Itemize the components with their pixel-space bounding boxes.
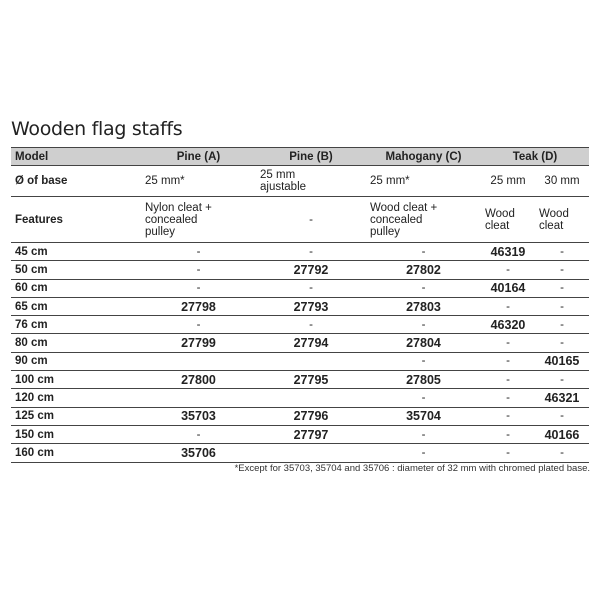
cell-pine-a: 27799: [141, 334, 256, 352]
features-mahogany-line: pulley: [370, 225, 401, 238]
size-label: 50 cm: [11, 261, 141, 279]
cell-teak-25: -: [481, 297, 535, 315]
cell-pine-a: 35706: [141, 444, 256, 462]
cell-teak-30: -: [535, 316, 589, 334]
header-pine-b: Pine (B): [256, 148, 366, 166]
cell-pine-a: 27798: [141, 297, 256, 315]
table-row: [11, 279, 589, 297]
size-label: 125 cm: [11, 407, 141, 425]
cell-teak-25: -: [481, 389, 535, 407]
cell-mahogany: 35704: [366, 407, 481, 425]
cell-teak-30: -: [535, 371, 589, 389]
cell-teak-30: -: [535, 444, 589, 462]
size-label: 90 cm: [11, 352, 141, 370]
header-teak: Teak (D): [481, 148, 589, 166]
features-teak-30-line: Wood: [539, 207, 569, 220]
size-label: 45 cm: [11, 243, 141, 261]
cell-teak-25: -: [481, 407, 535, 425]
cell-pine-a: -: [141, 243, 256, 261]
features-teak-30-line: cleat: [539, 219, 564, 232]
features-mahogany-line: Wood cleat +: [370, 201, 438, 214]
cell-teak-30: -: [535, 279, 589, 297]
features-teak-30: [535, 197, 589, 243]
header-row: [11, 148, 589, 166]
features-row: [11, 197, 589, 243]
cell-mahogany: -: [366, 389, 481, 407]
base-label: Ø of base: [11, 166, 141, 197]
features-pine-a-line: pulley: [145, 225, 176, 238]
base-pine-b-line1: 25 mm: [260, 169, 296, 181]
cell-mahogany: -: [366, 425, 481, 443]
table-row: [11, 389, 589, 407]
cell-mahogany: 27803: [366, 297, 481, 315]
size-label: 76 cm: [11, 316, 141, 334]
cell-pine-b: [256, 389, 366, 407]
cell-pine-b: -: [256, 316, 366, 334]
cell-teak-30: -: [535, 243, 589, 261]
size-label: 80 cm: [11, 334, 141, 352]
cell-teak-30: 46321: [535, 389, 589, 407]
cell-teak-25: -: [481, 334, 535, 352]
features-pine-a-line: concealed: [145, 213, 198, 226]
size-label: 120 cm: [11, 389, 141, 407]
cell-pine-a: -: [141, 316, 256, 334]
base-pine-a: 25 mm*: [141, 166, 256, 197]
cell-pine-b: 27797: [256, 425, 366, 443]
cell-mahogany: -: [366, 444, 481, 462]
cell-teak-30: 40166: [535, 425, 589, 443]
cell-teak-25: -: [481, 444, 535, 462]
cell-mahogany: 27805: [366, 371, 481, 389]
features-mahogany-line: concealed: [370, 213, 423, 226]
table-row: [11, 425, 589, 443]
features-pine-a: [141, 197, 256, 243]
size-label: 160 cm: [11, 444, 141, 462]
features-label: Features: [11, 197, 141, 243]
cell-teak-25: 46319: [481, 243, 535, 261]
cell-pine-b: 27795: [256, 371, 366, 389]
size-label: 60 cm: [11, 279, 141, 297]
features-teak-25: [481, 197, 535, 243]
table-row: [11, 407, 589, 425]
cell-pine-b: [256, 352, 366, 370]
page-title: Wooden flag staffs: [11, 118, 183, 140]
cell-teak-30: 40165: [535, 352, 589, 370]
cell-pine-b: 27793: [256, 297, 366, 315]
cell-pine-b: -: [256, 243, 366, 261]
cell-pine-b: 27796: [256, 407, 366, 425]
cell-teak-30: -: [535, 407, 589, 425]
base-teak-25: 25 mm: [481, 166, 535, 197]
cell-pine-b: 27792: [256, 261, 366, 279]
cell-pine-b: -: [256, 279, 366, 297]
header-model: Model: [11, 148, 141, 166]
size-label: 100 cm: [11, 371, 141, 389]
cell-teak-25: -: [481, 261, 535, 279]
features-mahogany: [366, 197, 481, 243]
cell-mahogany: 27804: [366, 334, 481, 352]
features-teak-25-line: Wood: [485, 207, 515, 220]
cell-mahogany: -: [366, 279, 481, 297]
table-row: [11, 444, 589, 462]
header-pine-a: Pine (A): [141, 148, 256, 166]
table-row: [11, 261, 589, 279]
table-row: [11, 243, 589, 261]
size-label: 65 cm: [11, 297, 141, 315]
table-row: [11, 316, 589, 334]
table-row: [11, 352, 589, 370]
base-teak-30: 30 mm: [535, 166, 589, 197]
cell-pine-a: [141, 389, 256, 407]
cell-teak-25: 40164: [481, 279, 535, 297]
table-row: [11, 371, 589, 389]
base-row: [11, 166, 589, 197]
cell-pine-a: -: [141, 425, 256, 443]
footnote: *Except for 35703, 35704 and 35706 : diameter of 32 mm with chromed plated base.: [234, 463, 590, 474]
size-label: 150 cm: [11, 425, 141, 443]
cell-pine-a: 35703: [141, 407, 256, 425]
base-pine-b: [256, 166, 366, 197]
cell-teak-25: 46320: [481, 316, 535, 334]
cell-teak-25: -: [481, 425, 535, 443]
cell-pine-a: 27800: [141, 371, 256, 389]
cell-teak-30: -: [535, 261, 589, 279]
flag-staff-table: [11, 147, 589, 463]
cell-pine-b: [256, 444, 366, 462]
cell-pine-a: -: [141, 261, 256, 279]
cell-pine-b: 27794: [256, 334, 366, 352]
cell-mahogany: -: [366, 316, 481, 334]
cell-teak-25: -: [481, 371, 535, 389]
table-row: [11, 334, 589, 352]
header-mahogany: Mahogany (C): [366, 148, 481, 166]
cell-mahogany: -: [366, 243, 481, 261]
features-pine-a-line: Nylon cleat +: [145, 201, 212, 214]
cell-mahogany: -: [366, 352, 481, 370]
cell-teak-25: -: [481, 352, 535, 370]
base-mahogany: 25 mm*: [366, 166, 481, 197]
base-pine-b-line2: ajustable: [260, 181, 307, 193]
table-row: [11, 297, 589, 315]
cell-teak-30: -: [535, 334, 589, 352]
features-teak-25-line: cleat: [485, 219, 510, 232]
features-pine-b: -: [256, 197, 366, 243]
cell-pine-a: -: [141, 279, 256, 297]
cell-teak-30: -: [535, 297, 589, 315]
cell-mahogany: 27802: [366, 261, 481, 279]
cell-pine-a: [141, 352, 256, 370]
